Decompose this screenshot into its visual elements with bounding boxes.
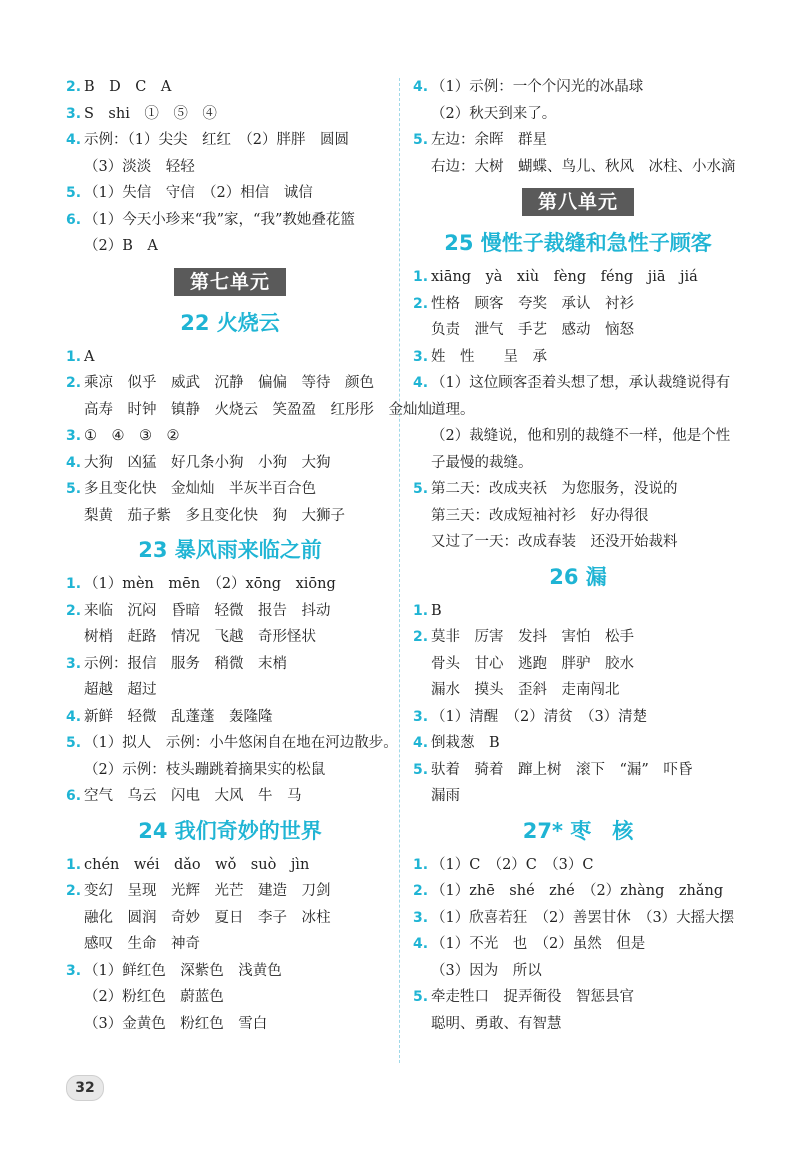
- answer-line: [413, 704, 743, 731]
- question-number: 2.: [413, 629, 429, 645]
- lesson-26-title: 26 漏: [549, 564, 607, 589]
- answer-line: [413, 757, 743, 784]
- answer-line: [413, 783, 743, 810]
- answer-text: 融化 圆润 奇妙 夏日 李子 冰柱: [84, 909, 331, 926]
- lesson-25-title: 25 慢性子裁缝和急性子顾客: [444, 231, 712, 255]
- answers-lesson-22: [66, 344, 432, 530]
- answer-text: 又过了一天：改成春装 还没开始裁料: [431, 534, 678, 550]
- question-number: 2.: [66, 602, 82, 619]
- answer-line: [413, 931, 743, 958]
- answer-text: 第二天：改成夹袄 为您服务，没说的: [431, 481, 678, 497]
- answer-line: [66, 598, 394, 625]
- answer-text: 倒栽葱 B: [431, 735, 500, 751]
- answer-line: [66, 423, 394, 450]
- question-number: 2.: [413, 295, 429, 312]
- answer-text: （1）这位顾客歪着头想了想，承认裁缝说得有: [431, 375, 731, 391]
- question-number: 5.: [66, 185, 82, 201]
- answer-line: [413, 852, 743, 879]
- answer-line: [66, 783, 394, 810]
- answer-line: [66, 127, 394, 154]
- answer-text: 超越 超过: [84, 682, 157, 698]
- question-number: 3.: [413, 348, 429, 365]
- question-number: 1.: [66, 576, 82, 592]
- answer-text: 感叹 生命 神奇: [84, 936, 200, 952]
- answer-text: 驮着 骑着 蹿上树 滚下 “漏” 吓昏: [431, 761, 693, 778]
- answer-text: （1）mèn mēn （2）xōng xiōng: [84, 576, 336, 592]
- answers-lesson-26: [413, 598, 743, 810]
- question-number: 2.: [66, 79, 82, 95]
- answer-text: S shi ① ⑤ ④: [84, 105, 217, 122]
- answer-line: [413, 730, 743, 757]
- answer-text: （1）清醒 （2）清贫 （3）清楚: [431, 708, 648, 725]
- answer-line: [413, 450, 743, 477]
- answer-line: [66, 905, 394, 932]
- answer-line: [66, 476, 394, 503]
- answer-text: （1）失信 守信 （2）相信 诚信: [84, 185, 313, 201]
- answer-line: [413, 291, 743, 318]
- answer-line: [66, 984, 394, 1011]
- lesson-24-title: 24 我们奇妙的世界: [138, 818, 322, 843]
- answers-top-left: [66, 74, 394, 260]
- answer-line: [413, 624, 743, 651]
- question-number: 3.: [413, 909, 429, 926]
- answer-line: [66, 233, 394, 260]
- answer-text: （3）金黄色 粉红色 雪白: [84, 1015, 268, 1032]
- answer-line: [66, 154, 394, 181]
- answer-line: [66, 931, 394, 958]
- question-number: 3.: [413, 708, 429, 725]
- answer-line: [66, 878, 394, 905]
- answer-line: [413, 127, 743, 154]
- answer-text: （1）zhē shé zhé （2）zhàng zhǎng: [431, 883, 724, 899]
- lesson-27-title: 27* 枣 核: [522, 818, 634, 843]
- answer-line: [66, 1011, 394, 1038]
- answer-line: [66, 677, 394, 704]
- question-number: 4.: [413, 375, 429, 391]
- answer-text: 大狗 凶猛 好几条小狗 小狗 大狗: [84, 454, 331, 471]
- question-number: 4.: [66, 132, 82, 148]
- question-number: 4.: [66, 454, 82, 471]
- question-number: 5.: [66, 735, 82, 751]
- answer-line: [66, 958, 394, 985]
- answer-text: 右边：大树 蝴蝶、鸟儿、秋风 冰柱、小水滴: [431, 158, 736, 175]
- answer-text: （1）C （2）C （3）C: [431, 856, 594, 873]
- answer-line: [66, 503, 394, 530]
- answer-text: 来临 沉闷 昏暗 轻微 报告 抖动: [84, 602, 331, 619]
- answer-line: [413, 154, 743, 181]
- answer-line: [413, 1011, 743, 1038]
- question-number: 6.: [66, 788, 82, 804]
- answer-line: [413, 370, 743, 397]
- answer-text: xiāng yà xiù fèng féng jiā jiá: [431, 269, 698, 285]
- answer-line: [413, 317, 743, 344]
- answer-line: [66, 74, 394, 101]
- question-number: 1.: [413, 269, 429, 285]
- answers-lesson-23: [66, 571, 398, 810]
- answer-line: [413, 101, 743, 128]
- answer-text: B D C A: [84, 79, 172, 95]
- answer-line: [413, 598, 743, 625]
- answer-text: 第三天：改成短袖衬衫 好办得很: [431, 507, 649, 524]
- answer-line: [413, 503, 743, 530]
- answer-text: 高寿 时钟 镇静 火烧云 笑盈盈 红彤彤 金灿灿: [84, 401, 432, 418]
- question-number: 5.: [413, 761, 429, 778]
- answer-text: 示例：报信 服务 稍微 末梢: [84, 655, 287, 672]
- answer-line: [413, 397, 743, 424]
- question-number: 5.: [413, 989, 429, 1005]
- answer-text: 乘凉 似乎 威武 沉静 偏偏 等待 颜色: [84, 375, 374, 391]
- answer-line: [413, 677, 743, 704]
- answer-text: 莫非 厉害 发抖 害怕 松手: [431, 629, 634, 645]
- question-number: 3.: [66, 105, 82, 122]
- answers-lesson-27: [413, 852, 743, 1038]
- answer-line: [413, 958, 743, 985]
- answer-text: （1）鲜红色 深紫色 浅黄色: [84, 962, 282, 979]
- question-number: 3.: [66, 655, 82, 672]
- answer-text: （1）欣喜若狂 （2）善罢甘休 （3）大摇大摆: [431, 909, 735, 926]
- answer-text: ① ④ ③ ②: [84, 428, 180, 444]
- answer-line: [66, 571, 394, 598]
- answer-line: [66, 397, 432, 424]
- question-number: 1.: [66, 856, 82, 873]
- question-number: 1.: [413, 602, 429, 619]
- question-number: 2.: [66, 883, 82, 899]
- answer-text: 漏水 摸头 歪斜 走南闯北: [431, 682, 620, 698]
- answer-text: 姓 性 呈 承: [431, 348, 547, 365]
- answer-text: 多且变化快 金灿灿 半灰半百合色: [84, 481, 316, 497]
- answer-line: [413, 905, 743, 932]
- answers-top-right: [413, 74, 743, 180]
- answer-line: [413, 264, 743, 291]
- question-number: 2.: [66, 375, 82, 391]
- unit-7-heading: 第七单元: [174, 268, 286, 296]
- answer-text: 树梢 赶路 情况 飞越 奇形怪状: [84, 629, 316, 645]
- answer-line: [413, 878, 743, 905]
- answer-line: [413, 984, 743, 1011]
- question-number: 3.: [66, 962, 82, 979]
- answer-text: 左边：余晖 群星: [431, 132, 547, 148]
- answer-text: （1）拟人 示例：小牛悠闲自在地在河边散步。: [84, 735, 398, 751]
- answer-line: [66, 450, 394, 477]
- answer-text: （2）裁缝说，他和别的裁缝不一样，他是个性: [431, 428, 731, 444]
- answer-text: （2）示例：枝头蹦跳着摘果实的松鼠: [84, 761, 326, 778]
- answer-text: 骨头 甘心 逃跑 胖驴 胶水: [431, 655, 634, 672]
- answer-line: [413, 74, 743, 101]
- question-number: 2.: [413, 883, 429, 899]
- question-number: 5.: [66, 481, 82, 497]
- answer-line: [66, 704, 394, 731]
- answer-line: [66, 757, 394, 784]
- column-divider: [399, 78, 400, 1063]
- lesson-22-title: 22 火烧云: [180, 310, 280, 335]
- answer-text: （2）粉红色 蔚蓝色: [84, 989, 224, 1005]
- answer-text: 道理。: [431, 401, 475, 418]
- answer-line: [66, 730, 398, 757]
- answer-text: （2）B A: [84, 238, 158, 254]
- answer-line: [66, 101, 394, 128]
- right-column: [413, 74, 743, 1037]
- lesson-23-title: 23 暴风雨来临之前: [138, 538, 322, 562]
- answer-text: 变幻 呈现 光辉 光芒 建造 刀剑: [84, 883, 331, 899]
- question-number: 5.: [413, 132, 429, 148]
- answer-line: [66, 370, 394, 397]
- question-number: 4.: [413, 735, 429, 751]
- answer-text: 示例：（1）尖尖 红红 （2）胖胖 圆圆: [84, 132, 349, 148]
- answer-text: 新鲜 轻微 乱蓬蓬 轰隆隆: [84, 708, 273, 725]
- answer-line: [413, 423, 743, 450]
- answer-text: A: [84, 348, 95, 365]
- question-number: 4.: [66, 708, 82, 725]
- unit-8-heading: 第八单元: [522, 188, 634, 216]
- answer-line: [66, 852, 394, 879]
- answer-text: （3）因为 所以: [431, 962, 542, 979]
- answer-text: 子最慢的裁缝。: [431, 454, 533, 471]
- page-number: 32: [66, 1075, 104, 1101]
- answer-text: （3）淡淡 轻轻: [84, 158, 195, 175]
- answer-text: B: [431, 602, 442, 619]
- answers-lesson-25: [413, 264, 743, 556]
- answer-line: [66, 624, 394, 651]
- question-number: 5.: [413, 481, 429, 497]
- answer-text: 聪明、勇敢、有智慧: [431, 1015, 562, 1032]
- answer-text: （1）示例：一个个闪光的冰晶球: [431, 79, 644, 95]
- answer-line: [66, 344, 394, 371]
- answer-line: [66, 207, 394, 234]
- answer-text: 牵走牲口 捉弄衙役 智惩县官: [431, 989, 634, 1005]
- answer-text: （1）不光 也 （2）虽然 但是: [431, 936, 646, 952]
- answer-text: （1）今天小珍来“我”家，“我”教她叠花篮: [84, 211, 355, 228]
- answer-line: [413, 476, 743, 503]
- left-column: [66, 74, 432, 1037]
- answer-text: 梨黄 茄子紫 多且变化快 狗 大狮子: [84, 507, 345, 524]
- answer-text: 漏雨: [431, 788, 460, 804]
- answer-line: [413, 344, 743, 371]
- question-number: 3.: [66, 428, 82, 444]
- answer-text: 空气 乌云 闪电 大风 牛 马: [84, 788, 302, 804]
- question-number: 4.: [413, 936, 429, 952]
- question-number: 1.: [413, 856, 429, 873]
- answers-lesson-24: [66, 852, 394, 1038]
- answer-text: 性格 顾客 夸奖 承认 衬衫: [431, 295, 634, 312]
- answer-text: （2）秋天到来了。: [431, 105, 557, 122]
- question-number: 6.: [66, 211, 82, 228]
- answer-text: chén wéi dǎo wǒ suò jìn: [84, 856, 310, 873]
- question-number: 4.: [413, 79, 429, 95]
- answer-line: [413, 651, 743, 678]
- answer-line: [66, 180, 394, 207]
- answer-line: [413, 529, 743, 556]
- answer-text: 负责 泄气 手艺 感动 恼怒: [431, 322, 634, 338]
- question-number: 1.: [66, 348, 82, 365]
- answer-line: [66, 651, 394, 678]
